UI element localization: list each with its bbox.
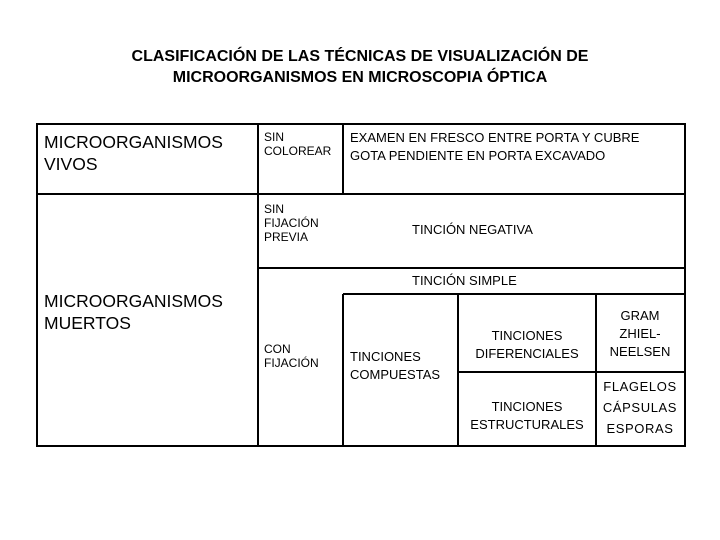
sin-fijacion-line-1: SIN bbox=[264, 202, 285, 216]
diferenciales-line-2: DIFERENCIALES bbox=[475, 346, 579, 361]
estructurales-line-2: ESTRUCTURALES bbox=[470, 417, 584, 432]
examen-line-2: GOTA PENDIENTE EN PORTA EXCAVADO bbox=[350, 148, 606, 163]
cell-gram-zhiel-neelsen bbox=[598, 307, 682, 361]
cell-con-fijacion bbox=[264, 342, 319, 370]
con-fijacion-line-1: CON bbox=[264, 342, 291, 356]
page-title bbox=[0, 46, 720, 88]
cell-sin-colorear bbox=[264, 130, 331, 158]
sin-colorear-line-1: SIN bbox=[264, 130, 285, 144]
title-line-1: CLASIFICACIÓN DE LAS TÉCNICAS DE VISUALIZACIÓN DE bbox=[131, 48, 589, 65]
muertos-line-1: MICROORGANISMOS bbox=[44, 291, 223, 311]
estructurales-line-1: TINCIONES bbox=[491, 399, 563, 414]
cell-flagelos-capsulas-esporas bbox=[598, 376, 682, 439]
gram-line-3: NEELSEN bbox=[609, 344, 671, 359]
cell-tinciones-compuestas bbox=[350, 348, 440, 384]
sin-fijacion-line-3: PREVIA bbox=[264, 230, 309, 244]
cell-tincion-simple: TINCIÓN SIMPLE bbox=[412, 273, 517, 288]
cell-tinciones-estructurales bbox=[462, 398, 592, 434]
examen-line-1: EXAMEN EN FRESCO ENTRE PORTA Y CUBRE bbox=[350, 130, 640, 145]
vivos-line-1: MICROORGANISMOS bbox=[44, 132, 223, 152]
cell-microorganismos-muertos bbox=[44, 290, 223, 334]
gram-line-1: GRAM bbox=[620, 308, 660, 323]
compuestas-line-1: TINCIONES bbox=[350, 349, 421, 364]
gram-line-2: ZHIEL- bbox=[619, 326, 661, 341]
sin-colorear-line-2: COLOREAR bbox=[264, 144, 332, 158]
flagelos-line-1: FLAGELOS bbox=[603, 379, 677, 394]
flagelos-line-3: ESPORAS bbox=[606, 421, 674, 436]
muertos-line-2: MUERTOS bbox=[44, 313, 131, 333]
title-line-2: MICROORGANISMOS EN MICROSCOPIA ÓPTICA bbox=[172, 69, 548, 86]
sin-fijacion-line-2: FIJACIÓN bbox=[264, 216, 319, 230]
vivos-line-2: VIVOS bbox=[44, 154, 98, 174]
compuestas-line-2: COMPUESTAS bbox=[350, 367, 441, 382]
diferenciales-line-1: TINCIONES bbox=[491, 328, 563, 343]
cell-sin-fijacion-previa bbox=[264, 202, 319, 244]
flagelos-line-2: CÁPSULAS bbox=[602, 400, 678, 415]
cell-examen-en-fresco bbox=[350, 129, 639, 165]
con-fijacion-line-2: FIJACIÓN bbox=[264, 356, 319, 370]
cell-tinciones-diferenciales bbox=[462, 327, 592, 363]
cell-tincion-negativa: TINCIÓN NEGATIVA bbox=[412, 222, 533, 237]
cell-microorganismos-vivos bbox=[44, 131, 223, 175]
